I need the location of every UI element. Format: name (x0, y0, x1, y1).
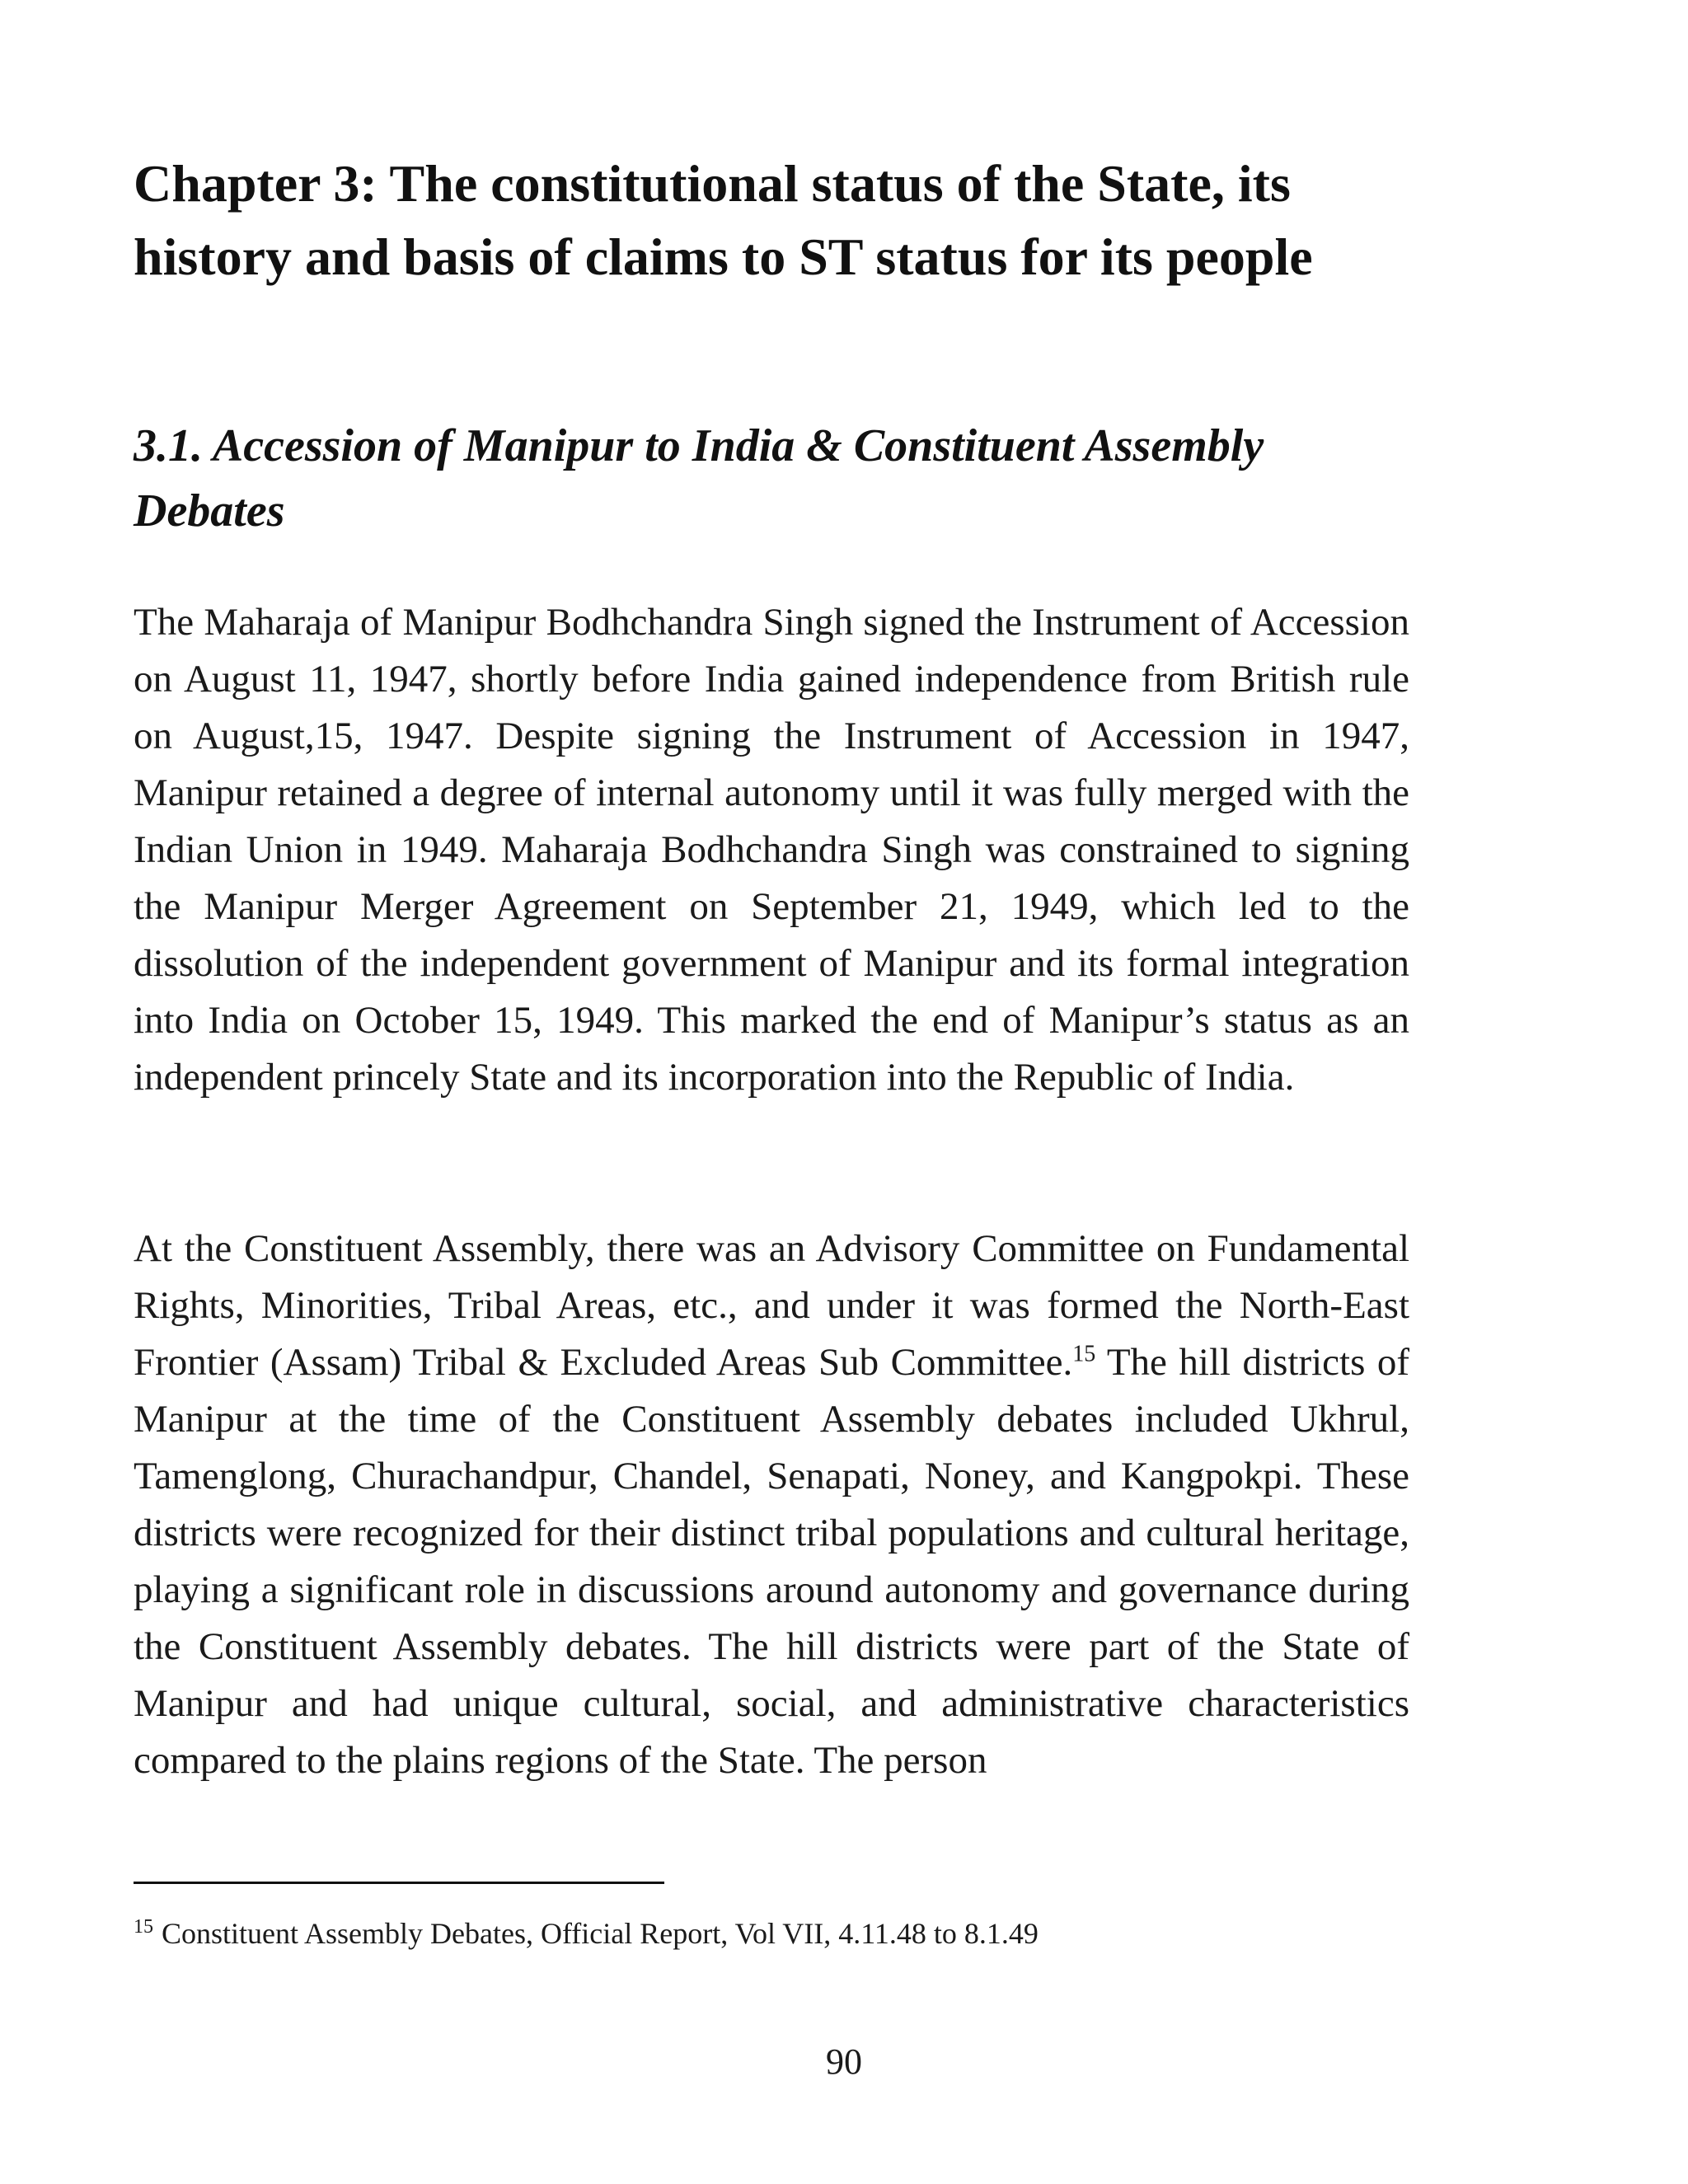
body-paragraph-2 (134, 1221, 1409, 1789)
footnote-reference: 15 (1072, 1341, 1096, 1367)
page-number: 90 (826, 2041, 862, 2082)
paragraph-2-text-end: The hill districts of Manipur at the time of the Constituent Assembly debates included Ukhrul, Tamenglong, Churachandpur, Chandel, Senapati, Noney, and Kangpokpi. These districts were recognized for their distinct tribal populations and cultural heritage, playing a significant role in discussions around autonomy and governance during the Constituent Assembly debates. The hill districts were part of the State of Manipur and had unique cultural, social, and administrative characteristics compared to the plains regions of the State. The person (134, 1341, 1410, 1782)
body-paragraph-1: The Maharaja of Manipur Bodhchandra Singh signed the Instrument of Accession on August 11, 1947, shortly before India gained independence from British rule on August,15, 1947. Despite signing the Instrument of Accession in 1947, Manipur retained a degree of internal autonomy until it was fully merged with the Indian Union in 1949. Maharaja Bodhchandra Singh was constrained to signing the Manipur Merger Agreement on September 21, 1949, which led to the dissolution of the independent government of Manipur and its formal integration into India on October 15, 1949. This marked the end of Manipur’s status as an independent princely State and its incorporation into the Republic of India. (134, 601, 1409, 1099)
paragraph-2-text-start: At the Constituent Assembly, there was an Advisory Committee on Fundamental Rights, Minorities, Tribal Areas, etc., and under it was formed the North-East Frontier (Assam) Tribal & Excluded Areas Sub Committee. (134, 1227, 1409, 1384)
footnote-number: 15 (134, 1916, 153, 1938)
footnote-divider (134, 1882, 664, 1884)
footnote (134, 1914, 1409, 1953)
section-title: 3.1. Accession of Manipur to India & Constituent Assembly Debates (134, 420, 1264, 537)
footnote-text: Constituent Assembly Debates, Official Report, Vol VII, 4.11.48 to 8.1.49 (162, 1917, 1039, 1950)
chapter-title: Chapter 3: The constitutional status of the State, its history and basis of claims to ST status for its people (134, 154, 1313, 286)
